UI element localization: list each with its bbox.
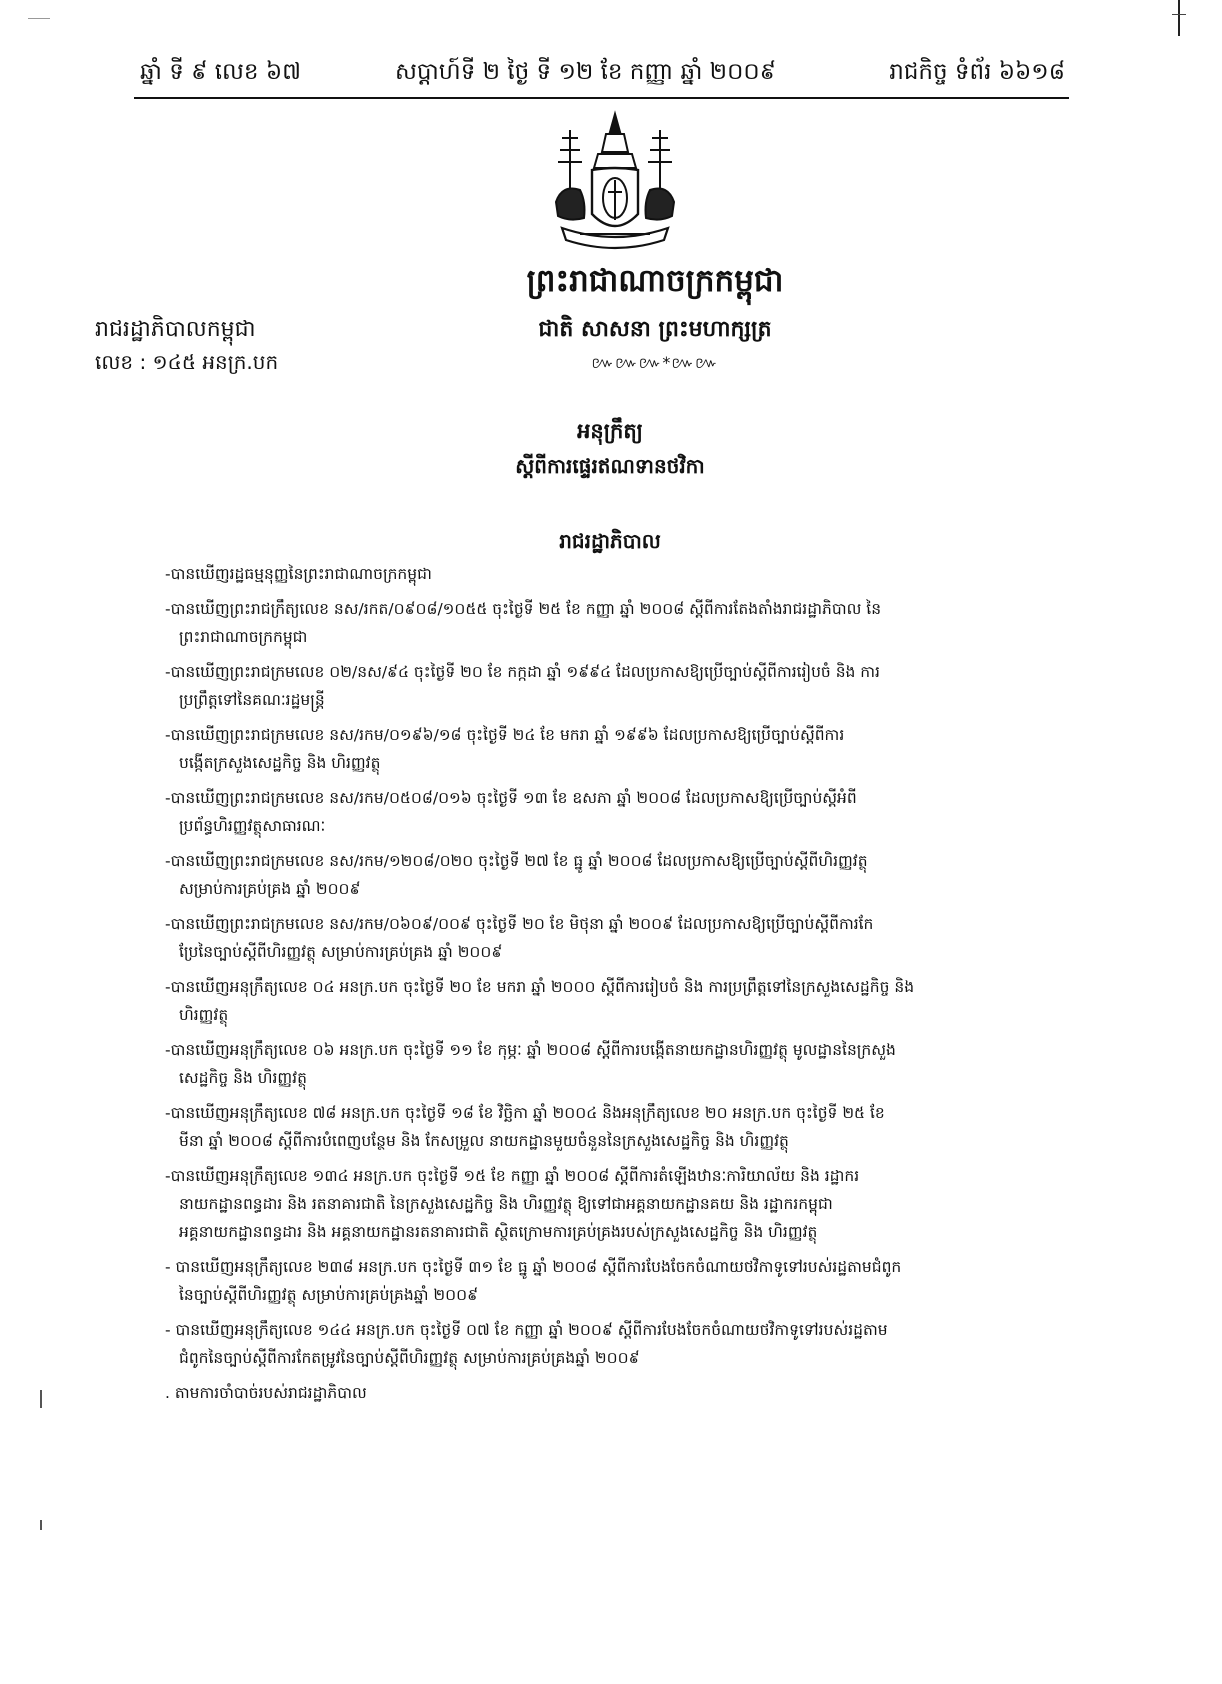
document-type: អនុក្រឹត្យ bbox=[577, 419, 643, 443]
reference-number: លេខ : ១៤៥ អនក្រ.បក bbox=[95, 350, 279, 374]
clause-line: ប្រែនៃច្បាប់ស្តីពីហិរញ្ញវត្ថុ សម្រាប់ការគ្រប់គ្រង ឆ្នាំ ២០០៩ bbox=[179, 943, 503, 961]
clause-line: អគ្គនាយកដ្ឋានពន្ធដារ និង អគ្គនាយកដ្ឋានរតនាគារជាតិ ស្ថិតក្រោមការគ្រប់គ្រងរបស់ក្រសួងសេដ្ឋកិច្ច និង ហិរញ្ញវត្ថុ bbox=[179, 1223, 818, 1241]
preamble-clause bbox=[165, 1162, 1045, 1246]
header-rule bbox=[134, 97, 1069, 99]
scan-mark bbox=[40, 1390, 42, 1408]
national-motto: ជាតិ សាសនា ព្រះមហាក្សត្រ bbox=[538, 317, 772, 342]
preamble-clause bbox=[165, 595, 1045, 651]
clause-line: មីនា ឆ្នាំ ២០០៨ ស្តីពីការបំពេញបន្ថែម និង កែសម្រួល នាយកដ្ឋានមួយចំនួននៃក្រសួងសេដ្ឋកិច្ច និង ហិរញ្ញវត្ថុ bbox=[179, 1132, 789, 1150]
preamble-clause bbox=[165, 1316, 1045, 1372]
royal-arms-emblem bbox=[540, 110, 690, 260]
clause-line: -បានឃើញរដ្ឋធម្មនុញ្ញនៃព្រះរាជាណាចក្រកម្ពុជា bbox=[165, 565, 432, 583]
issuing-authority: រាជរដ្ឋាភិបាល bbox=[559, 529, 661, 553]
scan-mark bbox=[40, 1520, 42, 1530]
clause-line: -បានឃើញព្រះរាជក្រមលេខ ០២/នស/៩៤ ចុះថ្ងៃទី ២០ ខែ កក្កដា ឆ្នាំ ១៩៩៤ ដែលប្រកាសឱ្យប្រើច្បាប់ស្តីពីការរៀបចំ និង ការ bbox=[165, 663, 880, 681]
clause-line: ប្រព្រឹត្តទៅនៃគណៈរដ្ឋមន្ត្រី bbox=[179, 691, 325, 709]
clause-line: សេដ្ឋកិច្ច និង ហិរញ្ញវត្ថុ bbox=[179, 1069, 307, 1087]
clause-line: ជំពូកនៃច្បាប់ស្តីពីការកែតម្រូវនៃច្បាប់ស្តីពីហិរញ្ញវត្ថុ សម្រាប់ការគ្រប់គ្រងឆ្នាំ ២០០៩ bbox=[179, 1349, 640, 1367]
clause-line: . តាមការចាំបាច់របស់រាជរដ្ឋាភិបាល bbox=[165, 1384, 367, 1402]
preamble-clause bbox=[165, 784, 1045, 840]
kingdom-name: ព្រះរាជាណាចក្រកម្ពុជា bbox=[526, 263, 784, 299]
preamble-clause bbox=[165, 1036, 1045, 1092]
scan-edge-mark bbox=[1172, 14, 1186, 15]
clause-line: - បានឃើញអនុក្រឹត្យលេខ ១៤៤ អនក្រ.បក ចុះថ្ងៃទី ០៧ ខែ កញ្ញា ឆ្នាំ ២០០៩ ស្តីពីការបែងចែកចំណាយថវិកាទូទៅរបស់រដ្ឋតាម bbox=[165, 1321, 888, 1339]
scan-mark bbox=[28, 18, 50, 19]
clause-line: -បានឃើញអនុក្រឹត្យលេខ ១៣៤ អនក្រ.បក ចុះថ្ងៃទី ១៥ ខែ កញ្ញា ឆ្នាំ ២០០៨ ស្តីពីការតំឡើងឋានៈការិយាល័យ និង រដ្ឋាករ bbox=[165, 1167, 860, 1185]
clause-line: ហិរញ្ញវត្ថុ bbox=[179, 1006, 229, 1024]
scan-edge-mark bbox=[1178, 0, 1180, 36]
clause-line: -បានឃើញព្រះរាជក្រឹត្យលេខ នស/រកត/០៩០៨/១០៥៥ ចុះថ្ងៃទី ២៥ ខែ កញ្ញា ឆ្នាំ ២០០៨ ស្តីពីការតែងតាំងរាជរដ្ឋាភិបាល នៃ bbox=[165, 600, 882, 618]
gazette-volume: ឆ្នាំ ទី ៩ លេខ ៦៧ bbox=[140, 59, 301, 85]
clause-line: ព្រះរាជាណាចក្រកម្ពុជា bbox=[179, 628, 308, 646]
preamble-clause bbox=[165, 1253, 1045, 1309]
ornament-divider: ៚៚៚*៚៚ bbox=[591, 353, 719, 372]
document-subject: ស្តីពីការផ្ទេរឥណទានថវិកា bbox=[515, 454, 705, 478]
clause-line: -បានឃើញអនុក្រឹត្យលេខ ៧៨ អនក្រ.បក ចុះថ្ងៃទី ១៨ ខែ វិច្ឆិកា ឆ្នាំ ២០០៤ និងអនុក្រឹត្យលេខ ២០ អនក្រ.បក ចុះថ្ងៃទី ២៥ ខែ bbox=[165, 1104, 885, 1122]
preamble-clause bbox=[165, 910, 1045, 966]
clause-line: -បានឃើញព្រះរាជក្រមលេខ នស/រកម/១២០៨/០២០ ចុះថ្ងៃទី ២៧ ខែ ធ្នូ ឆ្នាំ ២០០៨ ដែលប្រកាសឱ្យប្រើច្បាប់ស្តីពីហិរញ្ញវត្ថុ bbox=[165, 852, 868, 870]
preamble-clause bbox=[165, 847, 1045, 903]
gazette-page-number: រាជកិច្ច ទំព័រ ៦៦១៨ bbox=[889, 59, 1065, 85]
clause-line: -បានឃើញព្រះរាជក្រមលេខ នស/រកម/០៦០៩/០០៩ ចុះថ្ងៃទី ២០ ខែ មិថុនា ឆ្នាំ ២០០៩ ដែលប្រកាសឱ្យប្រើច្បាប់ស្តីពីការកែ bbox=[165, 915, 874, 933]
preamble-clauses bbox=[165, 560, 1045, 1414]
clause-line: -បានឃើញព្រះរាជក្រមលេខ នស/រកម/០៥០៨/០១៦ ចុះថ្ងៃទី ១៣ ខែ ឧសភា ឆ្នាំ ២០០៨ ដែលប្រកាសឱ្យប្រើច្បាប់ស្តីអំពី bbox=[165, 789, 857, 807]
clause-line: -បានឃើញអនុក្រឹត្យលេខ ០៦ អនក្រ.បក ចុះថ្ងៃទី ១១ ខែ កុម្ភៈ ឆ្នាំ ២០០៨ ស្តីពីការបង្កើតនាយកដ្ឋានហិរញ្ញវត្ថុ មូលដ្ឋាននៃក្រសួង bbox=[165, 1041, 896, 1059]
clause-line: ប្រព័ន្ធហិរញ្ញវត្ថុសាធារណៈ bbox=[179, 817, 326, 835]
preamble-clause bbox=[165, 1379, 1045, 1407]
clause-line: សម្រាប់ការគ្រប់គ្រង ឆ្នាំ ២០០៩ bbox=[179, 880, 361, 898]
gazette-date: សប្តាហ៍ទី ២ ថ្ងៃ ទី ១២ ខែ កញ្ញា ឆ្នាំ ២០០៩ bbox=[395, 59, 776, 85]
preamble-clause bbox=[165, 658, 1045, 714]
preamble-clause bbox=[165, 973, 1045, 1029]
issuing-government: រាជរដ្ឋាភិបាលកម្ពុជា bbox=[95, 317, 256, 342]
clause-line: បង្កើតក្រសួងសេដ្ឋកិច្ច និង ហិរញ្ញវត្ថុ bbox=[179, 754, 381, 772]
clause-line: -បានឃើញអនុក្រឹត្យលេខ ០៤ អនក្រ.បក ចុះថ្ងៃទី ២០ ខែ មករា ឆ្នាំ ២០០០ ស្តីពីការរៀបចំ និង ការប្រព្រឹត្តទៅនៃក្រសួងសេដ្ឋកិច្ច និង bbox=[165, 978, 915, 996]
preamble-clause bbox=[165, 721, 1045, 777]
clause-line: នៃច្បាប់ស្តីពីហិរញ្ញវត្ថុ សម្រាប់ការគ្រប់គ្រងឆ្នាំ ២០០៩ bbox=[179, 1286, 479, 1304]
clause-line: - បានឃើញអនុក្រឹត្យលេខ ២៣៨ អនក្រ.បក ចុះថ្ងៃទី ៣១ ខែ ធ្នូ ឆ្នាំ ២០០៨ ស្តីពីការបែងចែកចំណាយថវិកាទូទៅរបស់រដ្ឋតាមជំពូក bbox=[165, 1258, 902, 1276]
clause-line: -បានឃើញព្រះរាជក្រមលេខ នស/រកម/០១៩៦/១៨ ចុះថ្ងៃទី ២៤ ខែ មករា ឆ្នាំ ១៩៩៦ ដែលប្រកាសឱ្យប្រើច្បាប់ស្តីពីការ bbox=[165, 726, 845, 744]
gazette-header bbox=[140, 58, 1065, 92]
preamble-clause bbox=[165, 560, 1045, 588]
clause-line: នាយកដ្ឋានពន្ធដារ និង រតនាគារជាតិ នៃក្រសួងសេដ្ឋកិច្ច និង ហិរញ្ញវត្ថុ ឱ្យទៅជាអគ្គនាយកដ្ឋានគយ និង រដ្ឋាករកម្ពុជា bbox=[179, 1195, 833, 1213]
preamble-clause bbox=[165, 1099, 1045, 1155]
